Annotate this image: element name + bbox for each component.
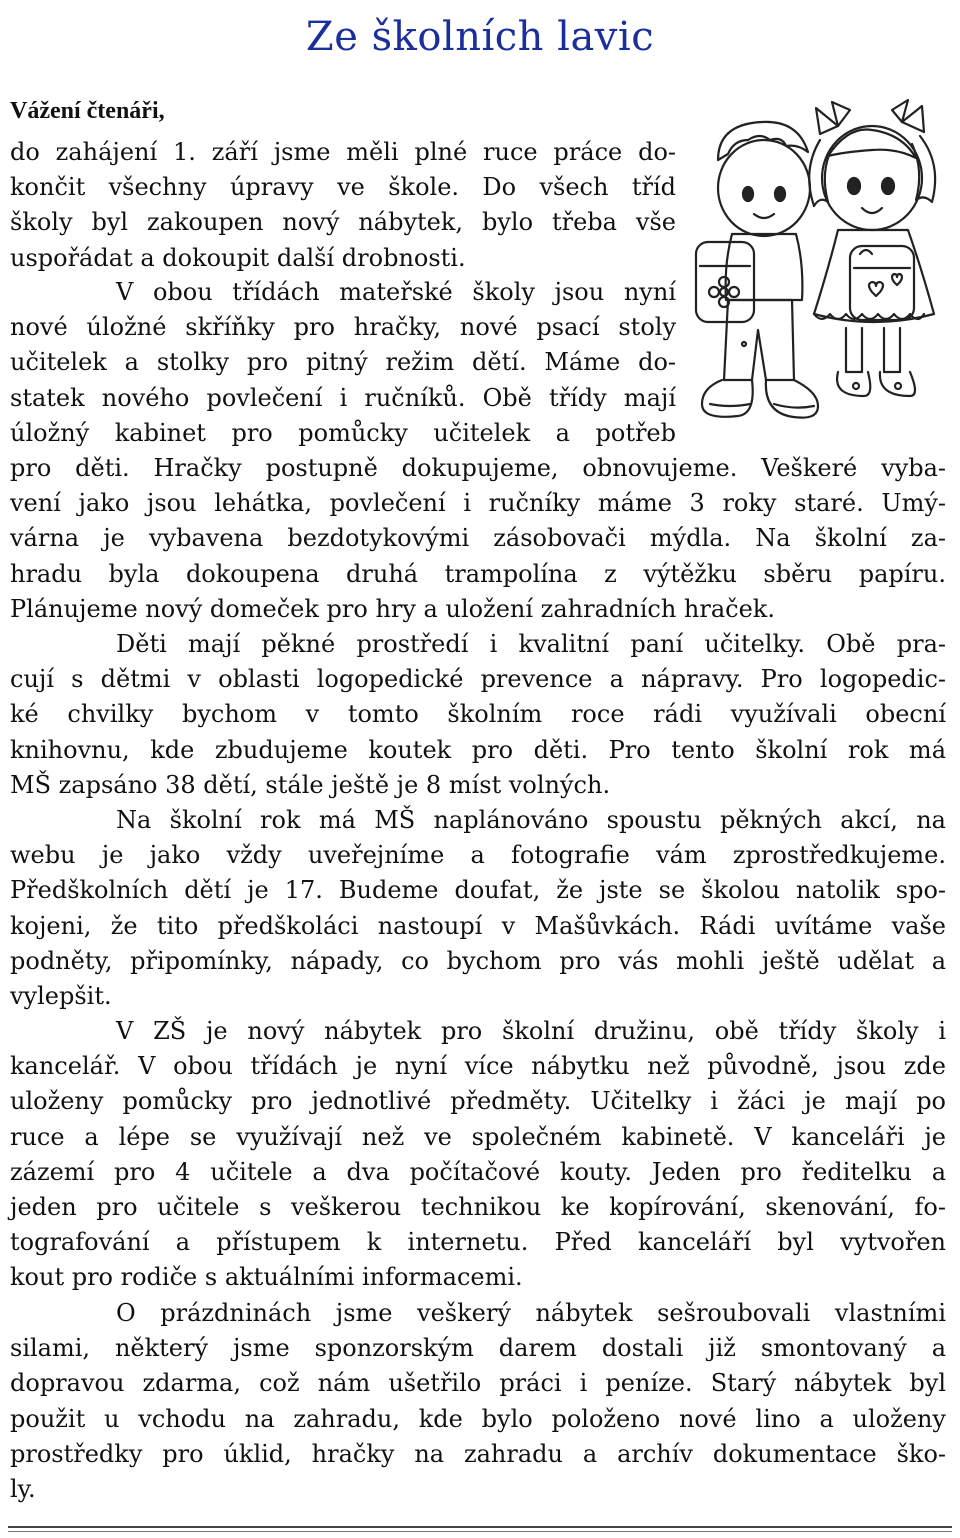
text-line: cují s dětmi v oblasti logopedické prevence a nápravy. Pro logopedic- <box>10 665 946 694</box>
girl-figure <box>809 100 935 396</box>
text-line: uspořádat a dokoupit další drobnosti. <box>10 243 466 272</box>
paragraph-3 <box>10 451 946 627</box>
text-line: tografování a přístupem k internetu. Před kanceláří byl vytvořen <box>10 1228 946 1257</box>
text-line: kancelář. V obou třídách je nyní více nábytku než původně, jsou zde <box>10 1052 946 1081</box>
text-line: školy byl zakoupen nový nábytek, bylo třeba vše <box>10 208 676 237</box>
text-line: uloženy pomůcky pro jednotlivé předměty. Učitelky i žáci je mají po <box>10 1087 946 1116</box>
text-line: Plánujeme nový domeček pro hry a uložení zahradních hraček. <box>10 594 775 623</box>
greeting: Vážení čtenáři, <box>10 98 165 124</box>
text-line: Děti mají pěkné prostředí i kvalitní paní učitelky. Obě pra- <box>116 630 946 658</box>
children-with-backpacks-illustration <box>688 96 950 436</box>
text-line: končit všechny úpravy ve škole. Do všech tříd <box>10 173 676 202</box>
text-line: ruce a lépe se využívají než ve společném kabinetě. V kanceláři je <box>10 1122 946 1151</box>
text-line: Na školní rok má MŠ naplánováno spoustu pěkných akcí, na <box>116 806 946 834</box>
text-line: silami, některý jsme sponzorským darem dostali již smontovaný a <box>10 1334 946 1363</box>
paragraph-1 <box>10 135 676 276</box>
footer-divider-thin <box>8 1531 952 1532</box>
text-line: várna je vybavena bezdotykovými zásobovači mýdla. Na školní za- <box>10 524 946 553</box>
text-line: použit u vchodu na zahradu, kde bylo položeno nové lino a uloženy <box>10 1404 946 1433</box>
paragraph-7 <box>10 1296 946 1507</box>
text-line: učitelek a stolky pro pitný režim dětí. Máme do- <box>10 348 676 377</box>
text-line: dopravou zdarma, což nám ušetřilo práci i peníze. Starý nábytek byl <box>10 1369 946 1398</box>
text-line: ké chvilky bychom v tomto školním roce rádi využívali obecní <box>10 700 946 729</box>
text-line: pro děti. Hračky postupně dokupujeme, obnovujeme. Veškeré vyba- <box>10 454 946 482</box>
text-line: webu je jako vždy uveřejníme a fotografie vám zprostředkujeme. <box>10 841 946 870</box>
text-line: zázemí pro 4 učitele a dva počítačové kouty. Jeden pro ředitelku a <box>10 1157 946 1186</box>
text-line: kout pro rodiče s aktuálními informacemi. <box>10 1263 523 1292</box>
paragraph-4 <box>10 627 946 803</box>
text-line: O prázdninách jsme veškerý nábytek sešroubovali vlastními <box>116 1299 946 1327</box>
text-line: prostředky pro úklid, hračky na zahradu a archív dokumentace ško- <box>10 1439 946 1468</box>
text-line: do zahájení 1. září jsme měli plné ruce práce do- <box>10 138 676 166</box>
text-line: vení jako jsou lehátka, povlečení i ručníky máme 3 roky staré. Umý- <box>10 489 946 518</box>
page-title: Ze školních lavic <box>305 14 655 60</box>
text-line: Předškolních dětí je 17. Budeme doufat, že jste se školou natolik spo- <box>10 876 946 905</box>
paragraph-6 <box>10 1014 946 1296</box>
text-line: nové úložné skříňky pro hračky, nové psací stoly <box>10 313 676 342</box>
footer-divider <box>8 1526 952 1528</box>
text-line: V ZŠ je nový nábytek pro školní družinu, obě třídy školy i <box>116 1017 946 1045</box>
text-line: kojeni, že tito předškoláci nastoupí v Mašůvkách. Rádi uvítáme vaše <box>10 911 946 940</box>
text-line: knihovnu, kde zbudujeme koutek pro děti. Pro tento školní rok má <box>10 735 946 764</box>
paragraph-5 <box>10 803 946 1014</box>
text-line: ly. <box>10 1474 36 1503</box>
text-line: V obou třídách mateřské školy jsou nyní <box>116 278 676 306</box>
text-line: jeden pro učitele s veškerou technikou ke kopírování, skenování, fo- <box>10 1192 946 1221</box>
paragraph-2 <box>10 275 676 451</box>
text-line: statek nového povlečení i ručníků. Obě třídy mají <box>10 383 676 412</box>
text-line: hradu byla dokoupena druhá trampolína z výtěžku sběru papíru. <box>10 559 946 588</box>
text-line: MŠ zapsáno 38 dětí, stále ještě je 8 míst volných. <box>10 770 611 799</box>
text-line: podněty, připomínky, nápady, co bychom pro vás mohli ještě udělat a <box>10 946 946 975</box>
text-line: úložný kabinet pro pomůcky učitelek a potřeb <box>10 418 676 447</box>
text-line: vylepšit. <box>10 981 112 1010</box>
boy-figure <box>696 122 818 418</box>
